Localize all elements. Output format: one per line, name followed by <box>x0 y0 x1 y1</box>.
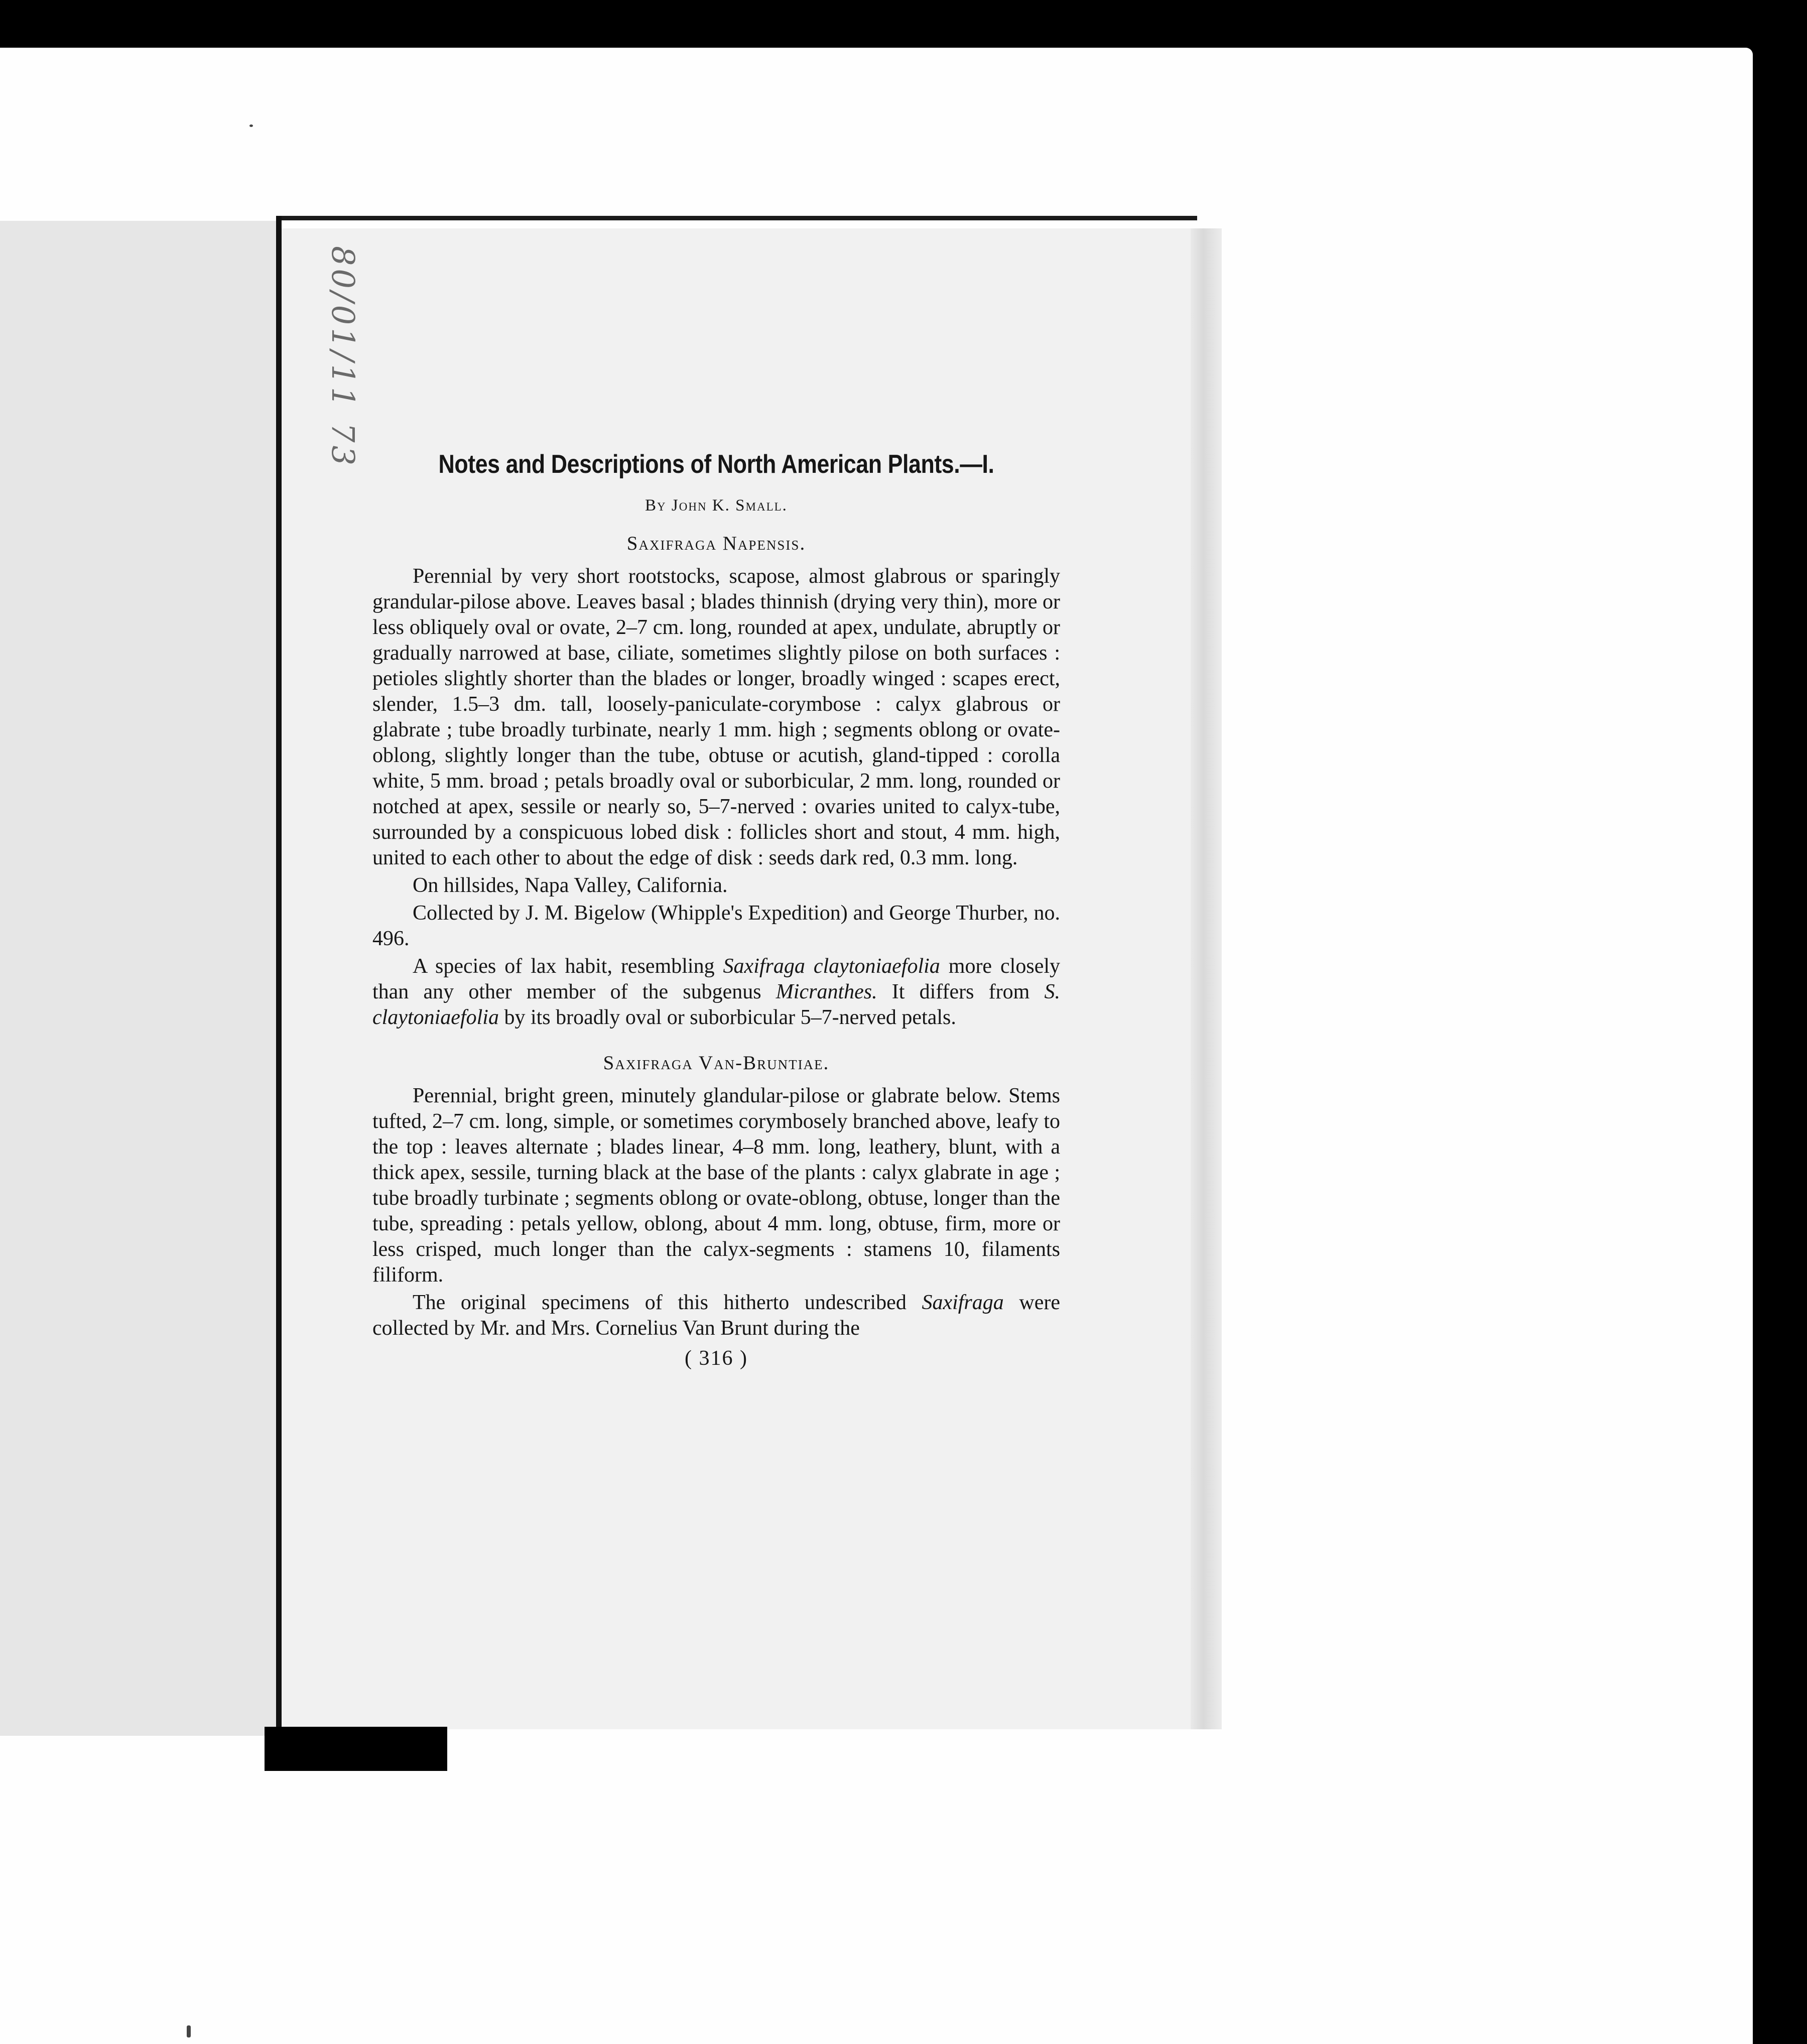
species-heading-van-bruntiae: Saxifraga Van-Bruntiae. <box>603 1052 830 1074</box>
black-tab <box>265 1727 447 1771</box>
facing-page <box>0 221 280 1736</box>
dust-speck <box>249 124 253 127</box>
page-top-border <box>276 216 1197 220</box>
taxon-name: Micranthes. <box>776 980 877 1003</box>
page-number: ( 316 ) <box>685 1347 748 1370</box>
species-description: Perennial, bright green, minutely glandular-pilose or glabrate below. Stems tufted, 2–7 cm. long, simple, or sometimes corymbosely branched above, leafy to the top : leaves alternate ; blades linear, 4–8 mm. long, leathery, blunt, with a thick apex, sessile, turning black at the base of the plants : calyx glabrate in age ; tube broadly turbinate ; segments oblong or ovate-oblong, obtuse, longer than the tube, spreading : petals yellow, oblong, about 4 mm. long, obtuse, firm, more or less crisped, much longer than the calyx-segments : stamens 10, filaments filiform. <box>372 1084 1060 1287</box>
taxon-name: S. claytoniaefolia <box>372 980 1060 1029</box>
species-habitat: On hillsides, Napa Valley, California. <box>413 874 728 897</box>
dust-speck <box>187 2025 191 2037</box>
article-byline: By John K. Small. <box>645 496 788 515</box>
species-description: Perennial by very short rootstocks, scapose, almost glabrous or sparingly grandular-pilose above. Leaves basal ; blades thinnish (drying very thin), more or less obliquely oval or ovate, 2–7 cm. long, rounded at apex, undulate, abruptly or gradually narrowed at base, ciliate, sometimes slightly pilose on both surfaces : petioles slightly shorter than the blades or longer, broadly winged : scapes erect, slender, 1.5–3 dm. tall, loosely-paniculate-corymbose : calyx glabrous or glabrate ; tube broadly turbinate, nearly 1 mm. high ; segments oblong or ovate-oblong, slightly longer than the tube, obtuse or acutish, gland-tipped : corolla white, 5 mm. broad ; petals broadly oval or suborbicular, 2 mm. long, rounded or notched at apex, sessile or nearly so, 5–7-nerved : ovaries united to calyx-tube, surrounded by a conspicuous lobed disk : follicles short and stout, 4 mm. high, united to each other to about the edge of disk : seeds dark red, 0.3 mm. long. <box>372 565 1060 869</box>
article-body <box>372 449 1060 1370</box>
page-edge-shadow <box>1191 228 1222 1729</box>
species-collection: Collected by J. M. Bigelow (Whipple's Expedition) and George Thurber, no. 496. <box>372 902 1060 950</box>
species-remark: A species of lax habit, resembling Saxifraga claytoniaefolia more closely than any other member of the subgenus Micranthes. It differs from S. claytoniaefolia by its broadly oval or suborbicular 5–7-nerved petals. <box>372 955 1061 1029</box>
taxon-name: Saxifraga <box>922 1291 1004 1314</box>
article-title: Notes and Descriptions of North American Plants.—I. <box>438 450 994 479</box>
species-heading-napensis: Saxifraga Napensis. <box>626 533 806 554</box>
taxon-name: Saxifraga claytoniaefolia <box>723 955 940 978</box>
handwritten-margin-note: 80/01/11 73 <box>325 246 361 469</box>
book-spine <box>276 216 282 1736</box>
species-remark: The original specimens of this hitherto undescribed Saxifraga were collected by Mr. and Mrs. Cornelius Van Brunt during the <box>372 1291 1060 1340</box>
